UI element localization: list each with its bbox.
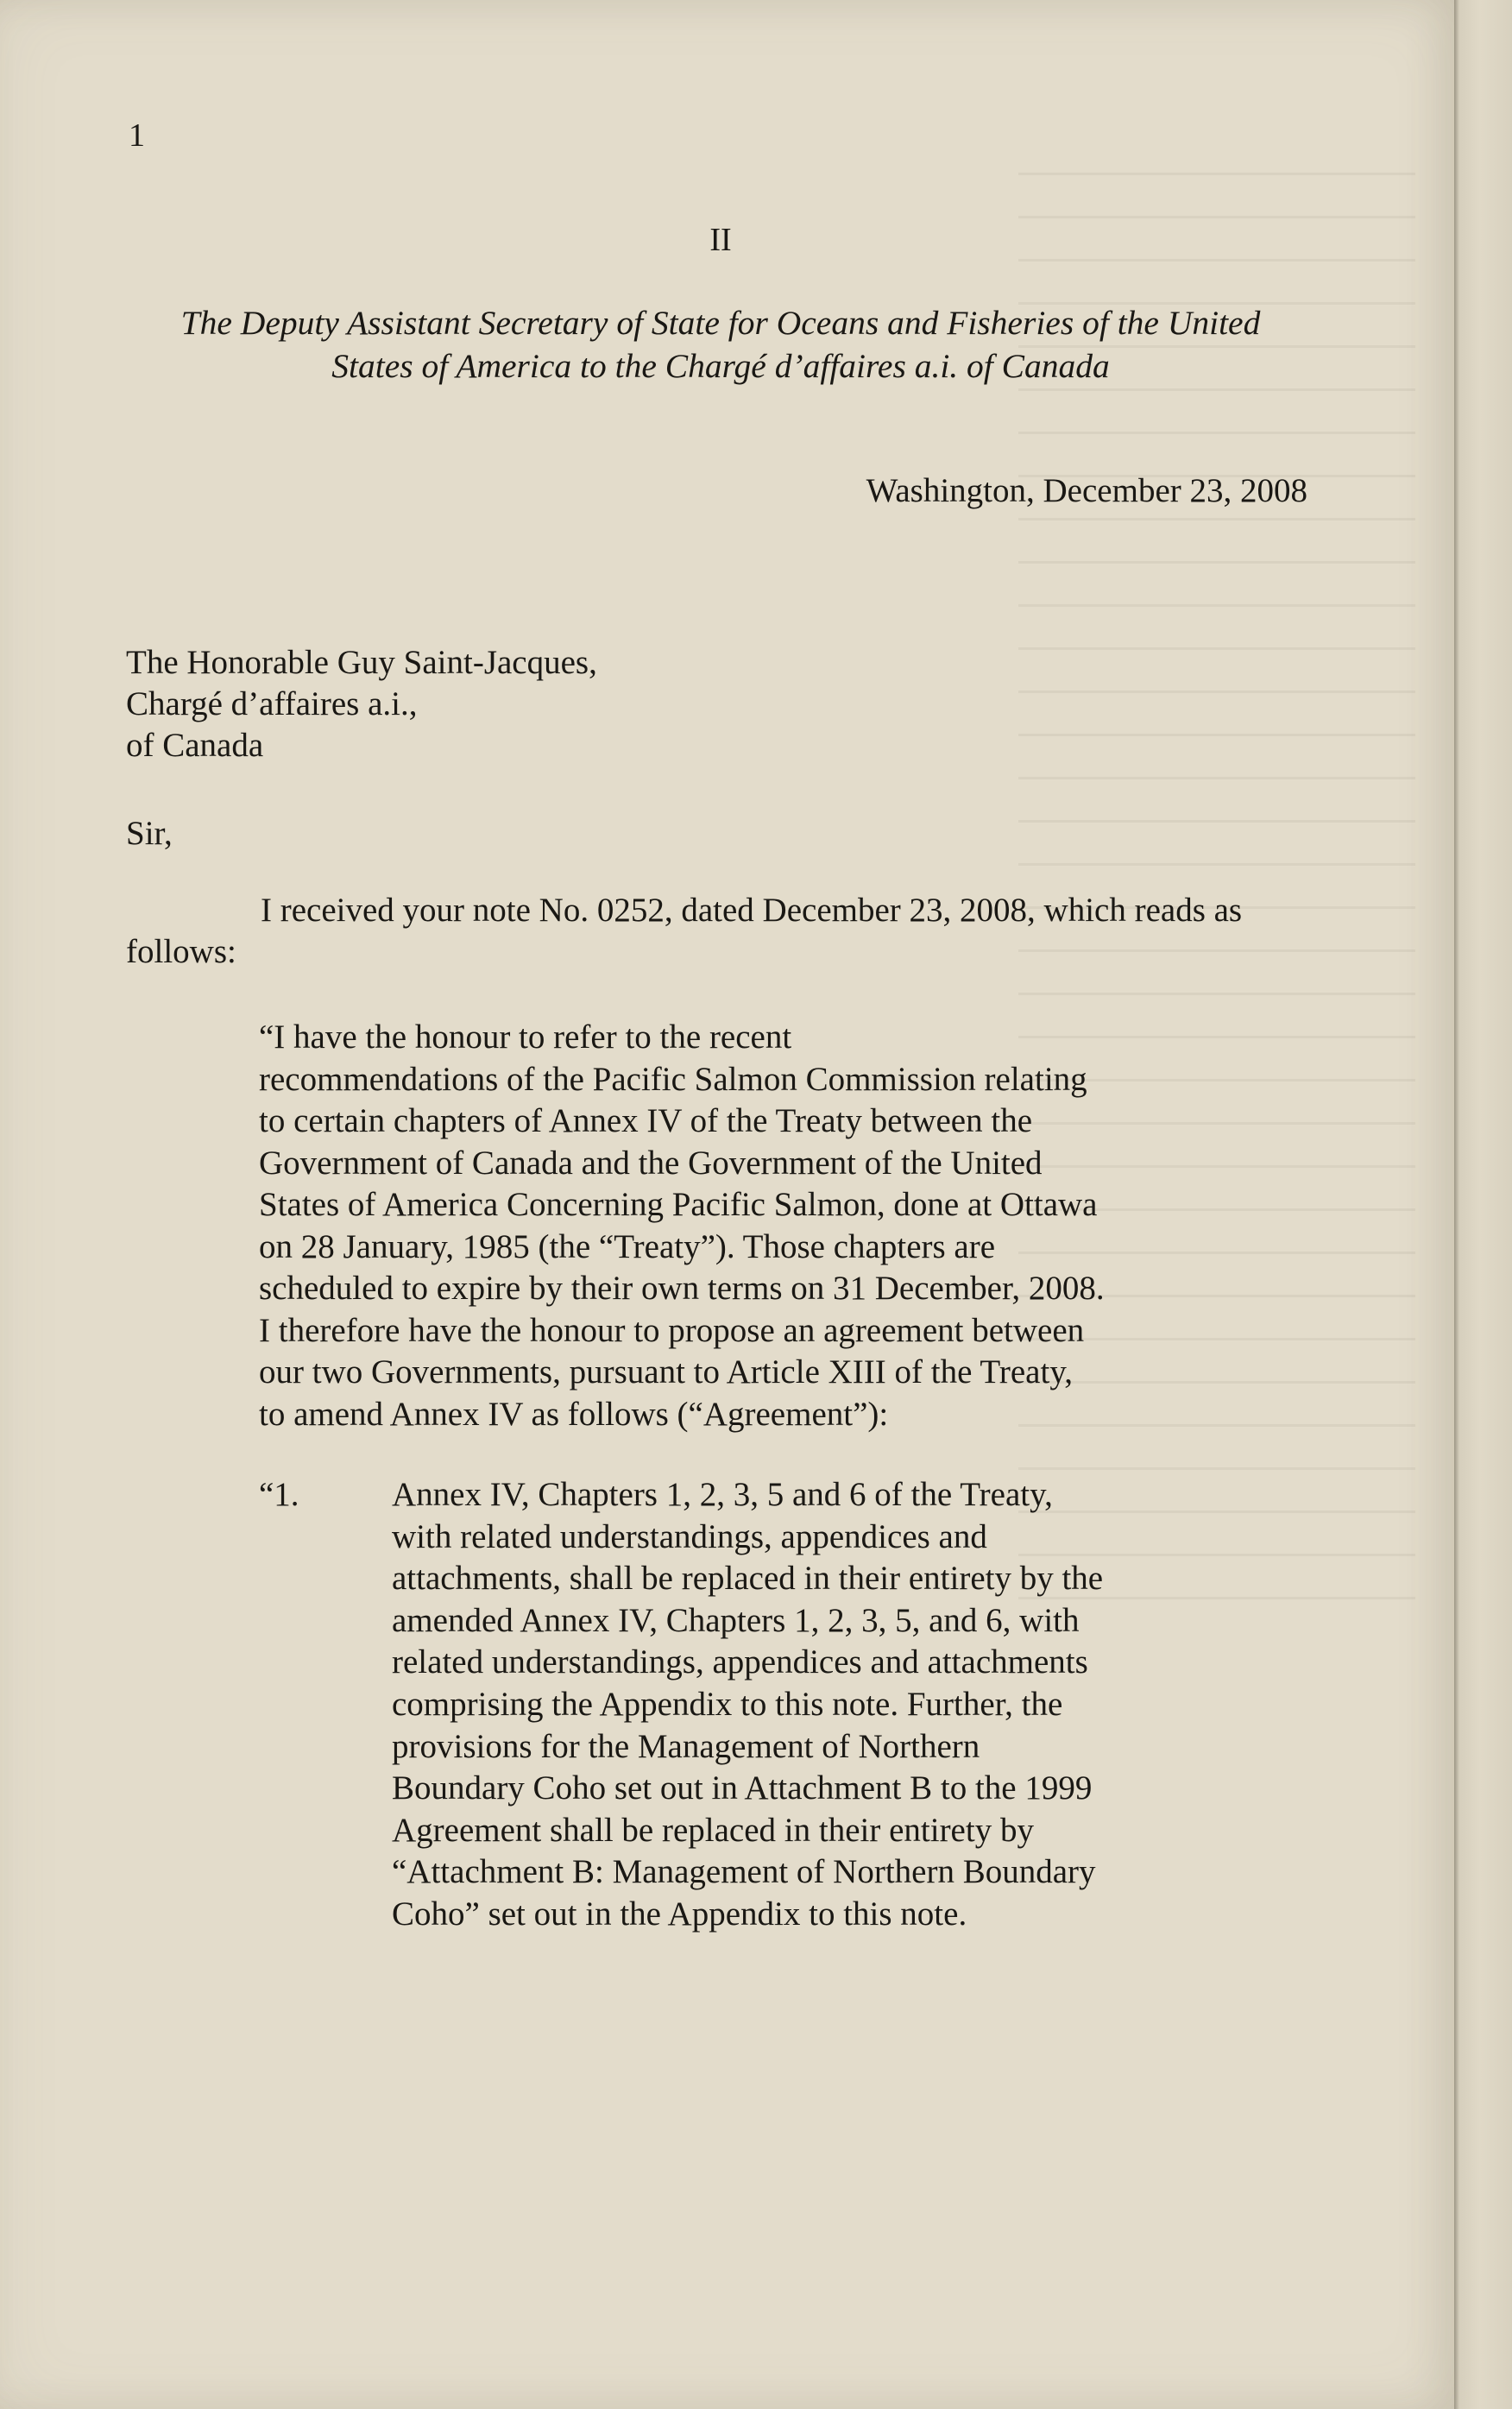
address-line: Chargé d’affaires a.i., — [126, 685, 418, 722]
section-number: II — [709, 222, 732, 258]
heading-line: The Deputy Assistant Secretary of State for Oceans and Fisheries of the United — [180, 304, 1261, 342]
quote-line: scheduled to expire by their own terms on 31 December, 2008. — [259, 1270, 1105, 1307]
quote-line: on 28 January, 1985 (the “Treaty”). Those chapters are — [259, 1227, 996, 1265]
item-number: “1. — [259, 1476, 299, 1513]
item-line: comprising the Appendix to this note. Further, the — [392, 1685, 1063, 1723]
quoted-note — [259, 1017, 1174, 1435]
intro-paragraph: I received your note No. 0252, dated December 23, 2008, which reads as follows: — [126, 892, 1243, 970]
page-number: 1 — [129, 117, 145, 154]
salutation: Sir, — [126, 815, 173, 852]
item-line: Boundary Coho set out in Attachment B to the 1999 — [392, 1769, 1093, 1807]
quote-line: “I have the honour to refer to the recent — [259, 1018, 792, 1056]
item-line: Annex IV, Chapters 1, 2, 3, 5 and 6 of the Treaty, — [392, 1476, 1053, 1513]
item-line: related understandings, appendices and attachments — [392, 1643, 1088, 1681]
address-line: The Honorable Guy Saint-Jacques, — [126, 644, 597, 681]
quote-line: to certain chapters of Annex IV of the Treaty between the — [259, 1102, 1033, 1139]
recipient-address — [126, 642, 597, 766]
item-text — [392, 1474, 1255, 1936]
quote-line: recommendations of the Pacific Salmon Commission relating — [259, 1060, 1087, 1098]
quote-line: States of America Concerning Pacific Salmon, done at Ottawa — [259, 1186, 1098, 1223]
heading-line: States of America to the Chargé d’affaires a.i. of Canada — [331, 347, 1110, 385]
item-line: Coho” set out in the Appendix to this note. — [392, 1895, 967, 1933]
item-line: Agreement shall be replaced in their entirety by — [392, 1811, 1034, 1849]
item-line: amended Annex IV, Chapters 1, 2, 3, 5, and 6, with — [392, 1601, 1080, 1639]
quote-line: our two Governments, pursuant to Article XIII of the Treaty, — [259, 1353, 1074, 1391]
letter-heading — [104, 301, 1338, 388]
page-binding-edge — [1454, 0, 1512, 2409]
item-line: “Attachment B: Management of Northern Boundary — [392, 1853, 1096, 1891]
item-line: attachments, shall be replaced in their entirety by the — [392, 1560, 1104, 1598]
item-line: provisions for the Management of Northern — [392, 1727, 980, 1765]
quote-line: I therefore have the honour to propose an agreement between — [259, 1311, 1085, 1349]
quote-line: to amend Annex IV as follows (“Agreement”): — [259, 1395, 889, 1433]
letter-date: Washington, December 23, 2008 — [866, 472, 1307, 509]
address-line: of Canada — [126, 727, 264, 764]
item-line: with related understandings, appendices and — [392, 1517, 987, 1555]
quote-line: Government of Canada and the Government of the United — [259, 1144, 1043, 1182]
